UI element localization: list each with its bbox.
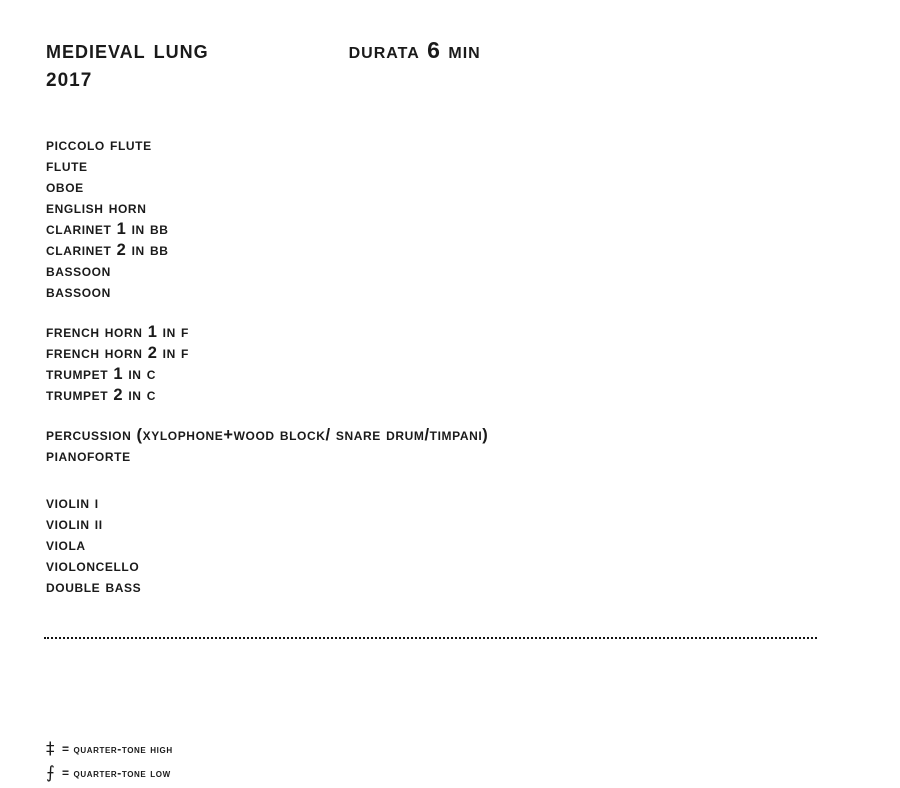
- list-item: viola: [46, 536, 86, 554]
- list-item: pianoforte: [46, 447, 131, 465]
- instrument-group-percussion-keyboard: [46, 425, 846, 467]
- list-item: clarinet 2 in bb: [46, 241, 169, 259]
- quarter-tone-low-icon: ⨍: [46, 763, 55, 783]
- legend-row-quarter-tone-low: [46, 764, 546, 788]
- legend-row-quarter-tone-high: [46, 740, 546, 764]
- list-item: piccolo flute: [46, 136, 152, 154]
- list-item: violin ii: [46, 515, 103, 533]
- page-title: medieval lung: [46, 36, 209, 64]
- title-row: [46, 36, 866, 65]
- list-item: french horn 2 in f: [46, 344, 189, 362]
- list-item: percussion (xylophone+wood block/ snare drum/timpani): [46, 426, 489, 444]
- list-item: violin i: [46, 494, 99, 512]
- list-item: clarinet 1 in bb: [46, 220, 169, 238]
- list-item: violoncello: [46, 557, 140, 575]
- list-item: flute: [46, 157, 88, 175]
- list-item: french horn 1 in f: [46, 323, 189, 341]
- instrument-group-brass: [46, 322, 846, 406]
- list-item: bassoon: [46, 262, 111, 280]
- year-label: 2017: [46, 70, 93, 91]
- list-item: trumpet 1 in c: [46, 365, 156, 383]
- instrument-group-woodwinds: [46, 135, 846, 303]
- notation-legend: [46, 740, 546, 788]
- list-item: english horn: [46, 199, 147, 217]
- duration-label: durata 6 min: [348, 37, 481, 63]
- list-item: trumpet 2 in c: [46, 386, 156, 404]
- section-divider: [44, 637, 817, 639]
- instrumentation-list: [46, 135, 846, 598]
- legend-label: = quarter-tone low: [62, 766, 171, 780]
- instrument-group-strings: [46, 493, 846, 598]
- list-item: double bass: [46, 578, 142, 596]
- list-item: bassoon: [46, 283, 111, 301]
- list-item: oboe: [46, 178, 84, 196]
- legend-label: = quarter-tone high: [62, 742, 173, 756]
- quarter-tone-high-icon: ‡: [46, 739, 55, 759]
